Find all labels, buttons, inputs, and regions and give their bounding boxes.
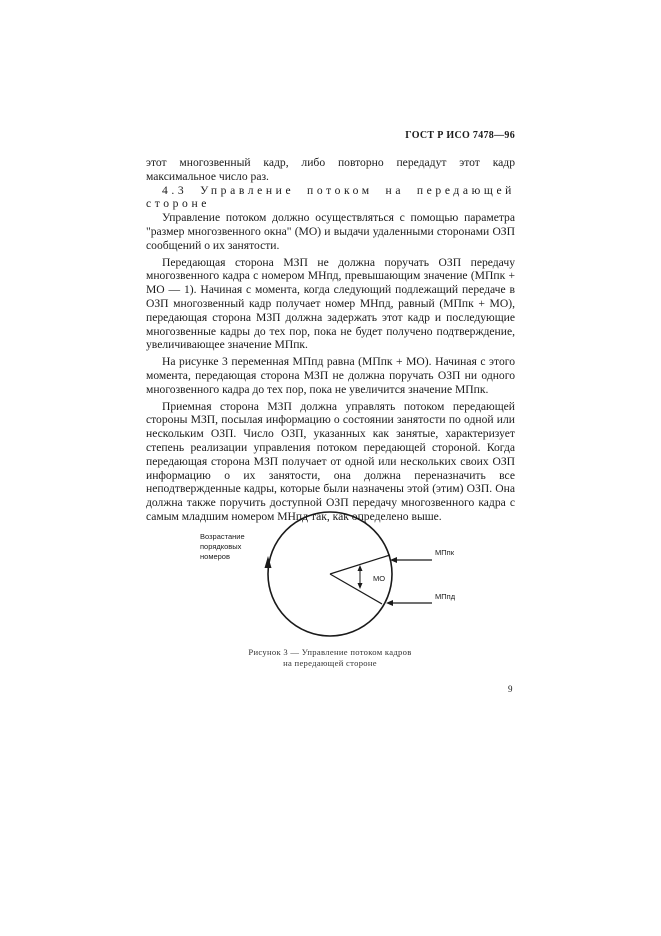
caption-line-2: на передающей стороне [283,658,377,668]
section-heading: 4.3 Управление потоком на передающей стороне [146,183,515,211]
paragraph-figure-reference: На рисунке 3 переменная МПпд равна (МПпк + МО). Начиная с этого момента, передающая сторона МЗП не должна поручать ОЗП ни одного многозвенного кадра до тех пор, пока не увеличится значение МПпк. [146,355,515,396]
label-mppd: МПпд [435,592,456,601]
paragraph-continuation: этот многозвенный кадр, либо повторно передадут этот кадр максимальное число раз. [146,156,515,183]
paragraph-transmit-side: Передающая сторона МЗП не должна поручать ОЗП передачу многозвенного кадра с номером МНпд, превышающим значение (МПпк + МО — 1). Начиная с момента, когда следующий подлежащий передаче в ОЗП многозвенный кадр получает номер МНпд, равный (МПпк + МО), передающая сторона МЗП должна задержать этот кадр и последующие многозвенные кадры до тех пор, пока не будет получено подтверждение, увеличивающее значение МПпк. [146,255,515,352]
figure-flow-control-diagram [180,500,480,650]
caption-line-1: Рисунок 3 — Управление потоком кадров [248,647,412,657]
label-sequence-increase: Возрастание порядковых номеров [200,532,245,561]
label-mppk: МПпк [435,548,454,557]
mo-arrow-up-icon [358,565,363,571]
mppd-arrow-icon [386,600,393,606]
flow-diagram-svg [180,500,480,650]
document-header: ГОСТ Р ИСО 7478—96 [405,130,515,141]
mo-arrow-down-icon [358,583,363,589]
page-number: 9 [508,684,513,694]
paragraph-receive-side: Приемная сторона МЗП должна управлять потоком передающей стороны МЗП, посылая информацию о состоянии занятости по одной или нескольким ОЗП. Число ОЗП, указанных как занятые, характеризует степень реализации управления потоком передающей стороной. Когда передающая сторона МЗП получает от одной или нескольких своих ОЗП информацию о их занятости, она должна переназначить все неподтвержденные кадры, которые были назначены этой (этим) ОЗП. Она должна также поручить доступной ОЗП передачу многозвенного кадра с самым младшим номером МНпд так, как определено выше. [146,399,515,523]
paragraph-flow-control: Управление потоком должно осуществляться с помощью параметра "размер многозвенного окна" (МО) и выдачи удаленными сторонами ОЗП сообщений о их занятости. [146,211,515,252]
figure-caption [220,647,440,669]
label-mo: МО [373,574,386,583]
body-text [146,156,515,524]
